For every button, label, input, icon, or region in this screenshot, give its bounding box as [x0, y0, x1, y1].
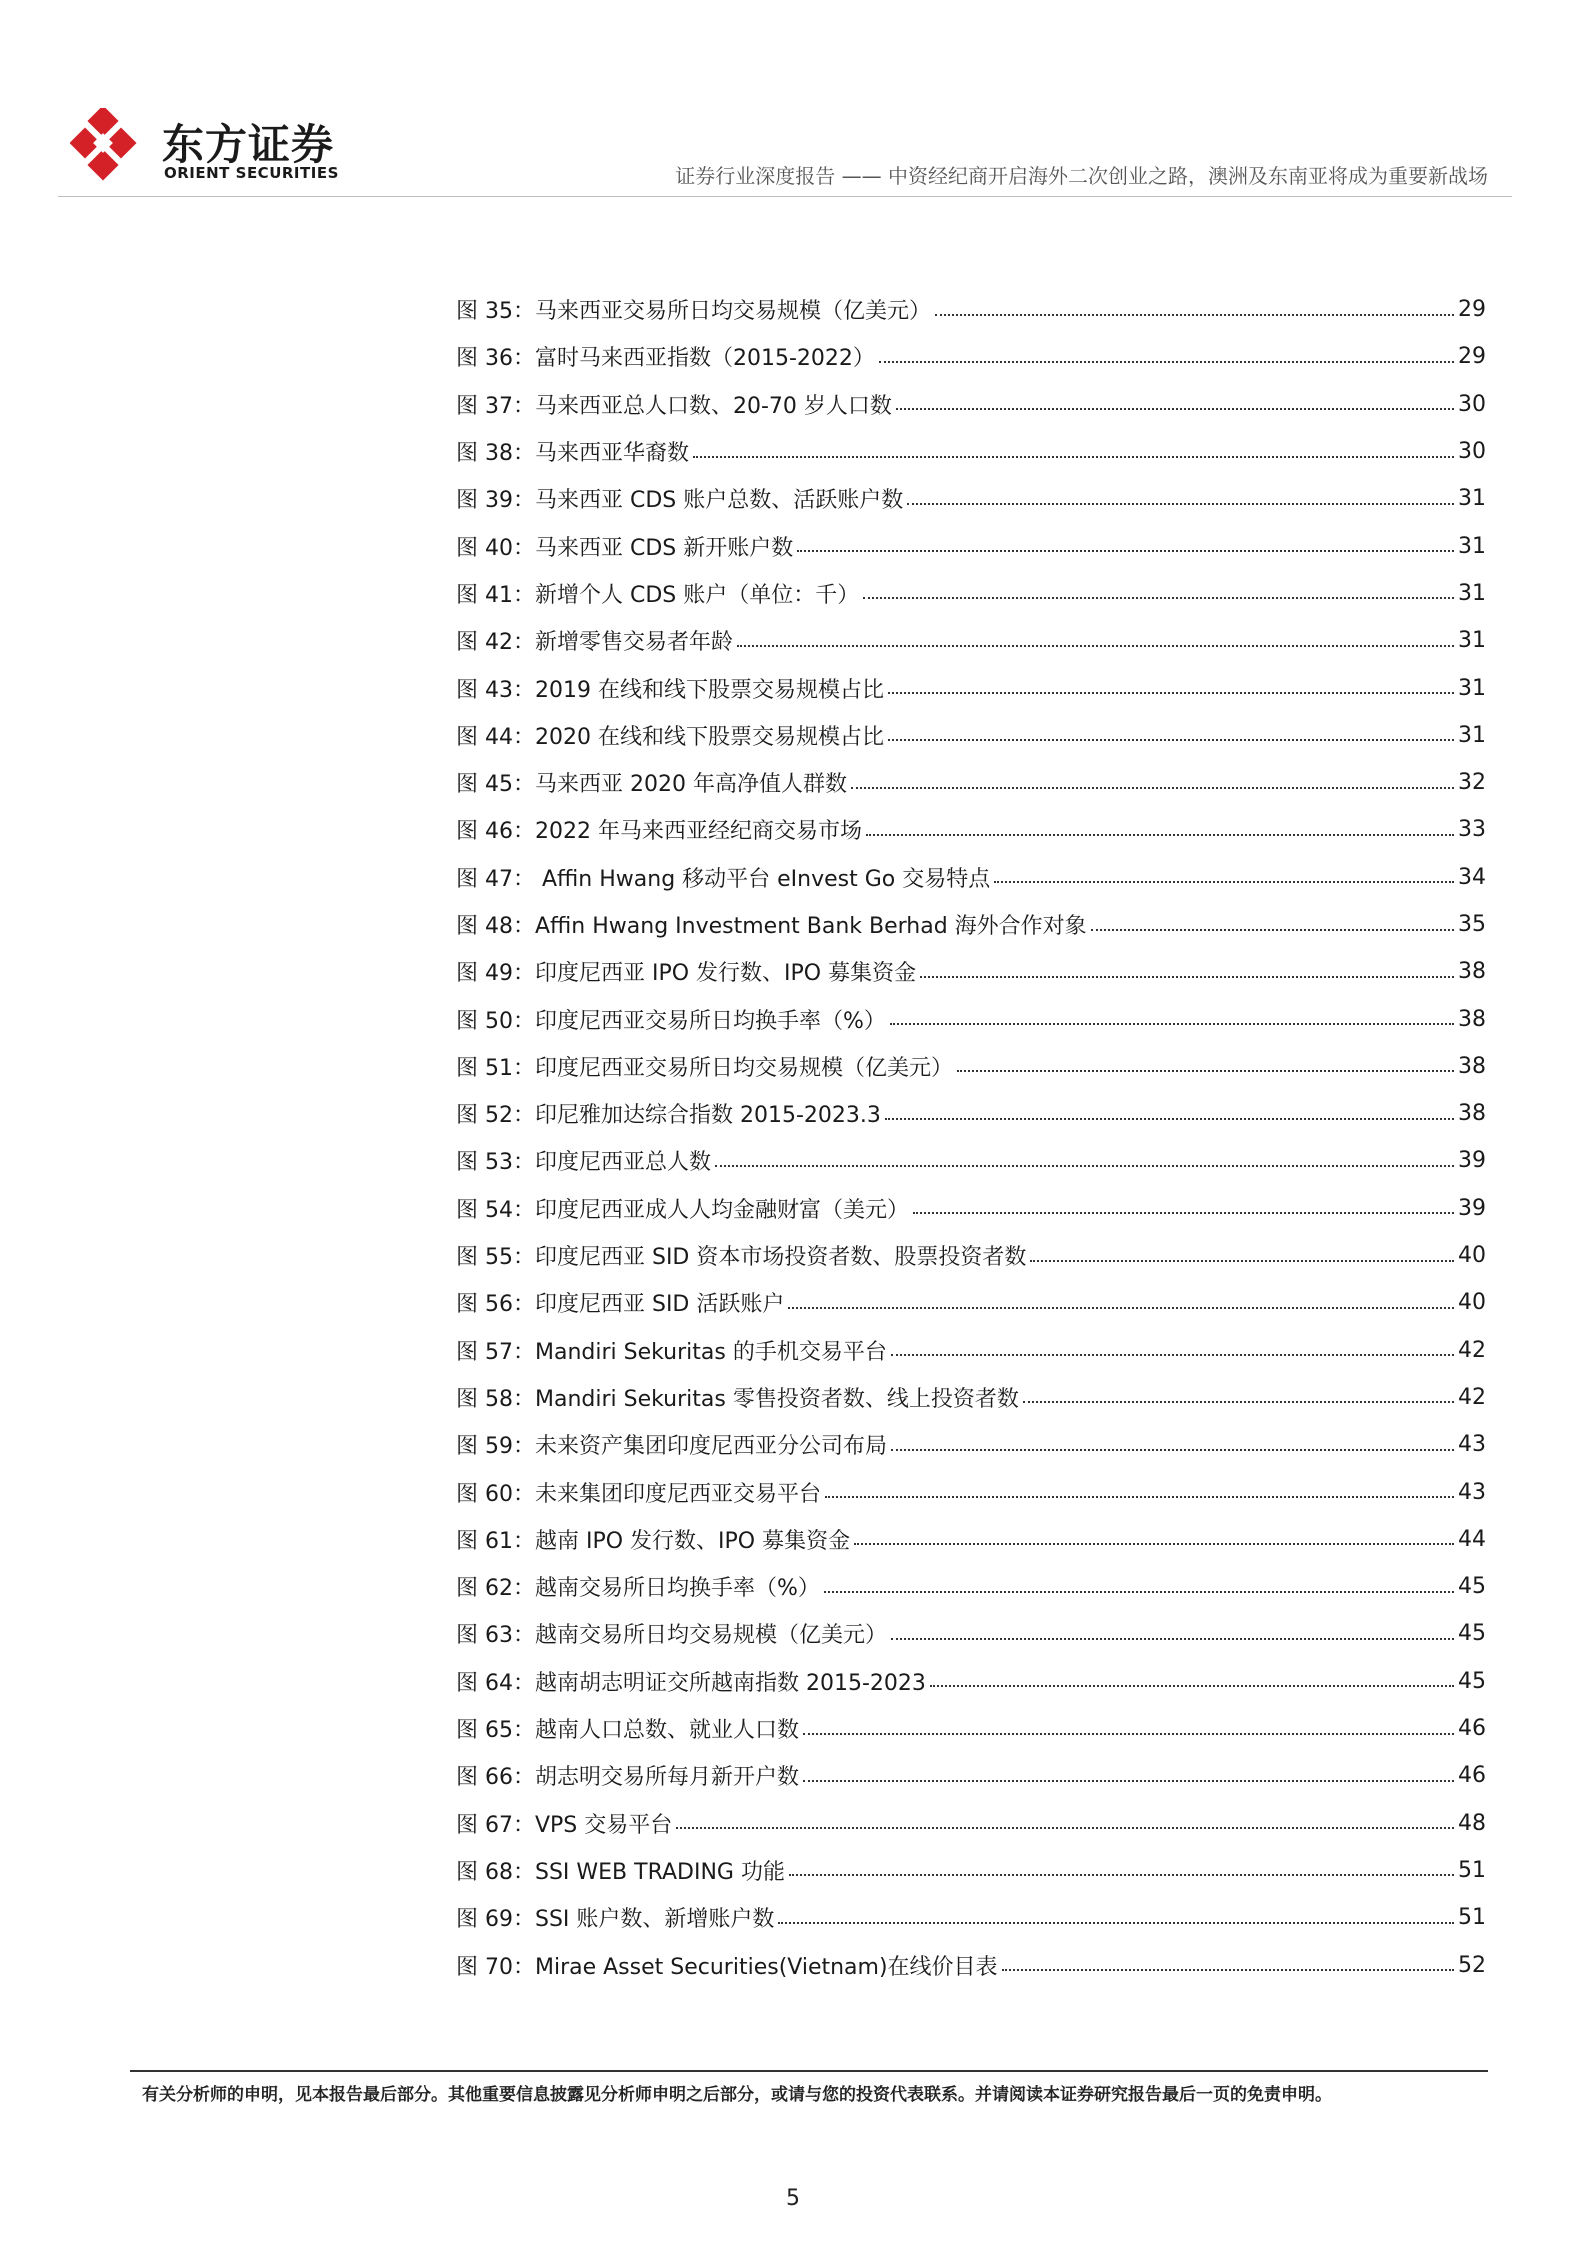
dot-leader	[896, 408, 1454, 410]
toc-entry[interactable]	[456, 995, 1486, 1042]
dot-leader	[879, 361, 1454, 363]
toc-entry-label: 图 61：越南 IPO 发行数、IPO 募集资金	[456, 1528, 851, 1554]
dot-leader	[797, 550, 1454, 552]
toc-entry[interactable]	[456, 901, 1486, 948]
dot-leader	[891, 1354, 1454, 1356]
toc-entry-page: 35	[1458, 912, 1486, 937]
toc-entry-page: 30	[1458, 439, 1486, 465]
toc-entry-label: 图 62：越南交易所日均换手率（%）	[456, 1576, 820, 1602]
dot-leader	[1030, 1260, 1454, 1262]
toc-entry[interactable]	[456, 1327, 1486, 1374]
toc-entry[interactable]	[456, 1468, 1486, 1515]
company-logo	[70, 108, 370, 188]
toc-entry[interactable]	[456, 1705, 1486, 1752]
toc-entry[interactable]	[456, 1090, 1486, 1137]
dot-leader	[803, 1733, 1454, 1735]
toc-entry-label: 图 54：印度尼西亚成人人均金融财富（美元）	[456, 1197, 909, 1223]
toc-entry-label: 图 38：马来西亚华裔数	[456, 441, 689, 467]
toc-entry[interactable]	[456, 854, 1486, 901]
toc-entry-page: 31	[1458, 580, 1486, 606]
toc-entry[interactable]	[456, 1894, 1486, 1941]
toc-entry[interactable]	[456, 1752, 1486, 1799]
toc-entry-page: 39	[1458, 1148, 1486, 1174]
toc-entry-page: 48	[1458, 1810, 1486, 1836]
toc-entry[interactable]	[456, 617, 1486, 664]
toc-entry-page: 52	[1458, 1952, 1486, 1978]
dot-leader	[788, 1307, 1454, 1309]
toc-entry-label: 图 59：未来资产集团印度尼西亚分公司布局	[456, 1434, 887, 1460]
toc-entry-label: 图 35：马来西亚交易所日均交易规模（亿美元）	[456, 299, 931, 325]
toc-entry-page: 29	[1458, 297, 1486, 323]
dot-leader	[789, 1874, 1454, 1876]
dot-leader	[907, 503, 1454, 505]
toc-entry[interactable]	[456, 1563, 1486, 1610]
toc-entry-label: 图 43：2019 在线和线下股票交易规模占比	[456, 677, 884, 703]
toc-entry-label: 图 46：2022 年马来西亚经纪商交易市场	[456, 819, 862, 845]
dot-leader	[913, 1212, 1454, 1214]
toc-entry-page: 45	[1458, 1574, 1486, 1600]
toc-entry[interactable]	[456, 1800, 1486, 1847]
toc-entry[interactable]	[456, 806, 1486, 853]
dot-leader	[920, 976, 1454, 978]
toc-entry-page: 30	[1458, 391, 1486, 417]
toc-entry[interactable]	[456, 1421, 1486, 1468]
header-divider	[58, 196, 1512, 197]
toc-entry-page: 40	[1458, 1243, 1486, 1269]
dot-leader	[1023, 1401, 1454, 1403]
toc-entry-page: 38	[1458, 959, 1486, 985]
toc-entry[interactable]	[456, 948, 1486, 995]
dot-leader	[891, 1449, 1454, 1451]
toc-entry[interactable]	[456, 286, 1486, 333]
toc-entry[interactable]	[456, 759, 1486, 806]
toc-entry-label: 图 60：未来集团印度尼西亚交易平台	[456, 1481, 821, 1507]
dot-leader	[1002, 1969, 1454, 1971]
toc-entry-label: 图 56：印度尼西亚 SID 活跃账户	[456, 1292, 785, 1318]
toc-entry-page: 45	[1458, 1668, 1486, 1694]
toc-entry-label: 图 64：越南胡志明证交所越南指数 2015-2023	[456, 1670, 926, 1696]
dot-leader	[825, 1496, 1454, 1498]
toc-entry[interactable]	[456, 428, 1486, 475]
logo-english-name: ORIENT SECURITIES	[164, 164, 339, 182]
toc-entry-label: 图 40：马来西亚 CDS 新开账户数	[456, 535, 794, 561]
dot-leader	[778, 1922, 1454, 1924]
toc-entry[interactable]	[456, 381, 1486, 428]
dot-leader	[885, 1118, 1454, 1120]
toc-entry-label: 图 49：印度尼西亚 IPO 发行数、IPO 募集资金	[456, 961, 917, 987]
report-title: 证券行业深度报告 —— 中资经纪商开启海外二次创业之路，澳洲及东南亚将成为重要新战场	[675, 164, 1488, 188]
toc-entry-page: 43	[1458, 1432, 1486, 1458]
toc-entry-label: 图 47： Affin Hwang 移动平台 eInvest Go 交易特点	[456, 866, 991, 892]
disclaimer-text: 有关分析师的申明，见本报告最后部分。其他重要信息披露见分析师申明之后部分，或请与您的投资代表联系。并请阅读本证券研究报告最后一页的免责申明。	[142, 2085, 1332, 2105]
toc-entry-page: 51	[1458, 1905, 1486, 1931]
toc-entry-page: 31	[1458, 722, 1486, 748]
toc-entry[interactable]	[456, 1279, 1486, 1326]
toc-entry-page: 46	[1458, 1763, 1486, 1789]
toc-entry[interactable]	[456, 1374, 1486, 1421]
toc-entry[interactable]	[456, 1185, 1486, 1232]
dot-leader	[930, 1685, 1454, 1687]
page-number: 5	[786, 2186, 800, 2211]
toc-entry-label: 图 66：胡志明交易所每月新开户数	[456, 1765, 799, 1791]
toc-entry[interactable]	[456, 1941, 1486, 1988]
dot-leader	[888, 692, 1454, 694]
toc-entry[interactable]	[456, 1658, 1486, 1705]
dot-leader	[863, 597, 1454, 599]
toc-entry[interactable]	[456, 1232, 1486, 1279]
dot-leader	[890, 1023, 1454, 1025]
toc-entry[interactable]	[456, 1137, 1486, 1184]
toc-entry-page: 29	[1458, 344, 1486, 370]
orient-securities-logo-icon	[70, 108, 150, 188]
toc-entry-label: 图 42：新增零售交易者年龄	[456, 630, 733, 656]
dot-leader	[891, 1638, 1454, 1640]
toc-entry[interactable]	[456, 475, 1486, 522]
footer-divider	[130, 2070, 1488, 2072]
dot-leader	[824, 1591, 1454, 1593]
toc-entry-page: 44	[1458, 1526, 1486, 1552]
toc-entry-label: 图 36：富时马来西亚指数（2015-2022）	[456, 346, 875, 372]
dot-leader	[1091, 929, 1454, 931]
toc-entry-page: 51	[1458, 1857, 1486, 1883]
dot-leader	[676, 1827, 1454, 1829]
toc-entry[interactable]	[456, 333, 1486, 380]
dot-leader	[994, 881, 1454, 883]
toc-entry-page: 31	[1458, 675, 1486, 701]
toc-entry-label: 图 55：印度尼西亚 SID 资本市场投资者数、股票投资者数	[456, 1245, 1027, 1271]
dot-leader	[693, 456, 1454, 458]
toc-entry[interactable]	[456, 1610, 1486, 1657]
toc-entry-label: 图 70：Mirae Asset Securities(Vietnam)在线价目表	[456, 1954, 998, 1980]
toc-entry-label: 图 58：Mandiri Sekuritas 零售投资者数、线上投资者数	[456, 1386, 1019, 1412]
toc-entry-page: 45	[1458, 1621, 1486, 1647]
dot-leader	[888, 739, 1454, 741]
toc-entry-label: 图 51：印度尼西亚交易所日均交易规模（亿美元）	[456, 1055, 953, 1081]
toc-entry[interactable]	[456, 664, 1486, 711]
toc-entry-label: 图 52：印尼雅加达综合指数 2015-2023.3	[456, 1103, 881, 1129]
toc-entry-page: 38	[1458, 1053, 1486, 1079]
toc-entry-page: 42	[1458, 1337, 1486, 1363]
toc-entry-page: 38	[1458, 1006, 1486, 1032]
logo-chinese-name: 东方证券	[162, 120, 335, 169]
toc-entry-page: 43	[1458, 1479, 1486, 1505]
toc-entry-page: 31	[1458, 628, 1486, 654]
toc-entry-page: 34	[1458, 864, 1486, 890]
dot-leader	[957, 1070, 1454, 1072]
figure-list	[456, 286, 1486, 1989]
toc-entry-page: 31	[1458, 486, 1486, 512]
toc-entry[interactable]	[456, 570, 1486, 617]
toc-entry-page: 46	[1458, 1716, 1486, 1742]
toc-entry-label: 图 50：印度尼西亚交易所日均换手率（%）	[456, 1008, 886, 1034]
toc-entry[interactable]	[456, 522, 1486, 569]
dot-leader	[803, 1780, 1454, 1782]
toc-entry-label: 图 48：Affin Hwang Investment Bank Berhad 海外合作对象	[456, 914, 1087, 939]
toc-entry-label: 图 39：马来西亚 CDS 账户总数、活跃账户数	[456, 488, 904, 514]
toc-entry-page: 42	[1458, 1384, 1486, 1410]
toc-entry-page: 33	[1458, 817, 1486, 843]
dot-leader	[737, 645, 1454, 647]
toc-entry-label: 图 68：SSI WEB TRADING 功能	[456, 1859, 785, 1885]
toc-entry[interactable]	[456, 1043, 1486, 1090]
toc-entry-label: 图 41：新增个人 CDS 账户（单位：千）	[456, 582, 860, 608]
toc-entry-page: 38	[1458, 1101, 1486, 1127]
toc-entry[interactable]	[456, 1516, 1486, 1563]
toc-entry-page: 39	[1458, 1195, 1486, 1221]
toc-entry-page: 31	[1458, 533, 1486, 559]
toc-entry-label: 图 65：越南人口总数、就业人口数	[456, 1718, 799, 1744]
dot-leader	[854, 1543, 1454, 1545]
toc-entry-label: 图 45：马来西亚 2020 年高净值人群数	[456, 772, 847, 798]
toc-entry[interactable]	[456, 1847, 1486, 1894]
dot-leader	[935, 314, 1454, 316]
toc-entry-label: 图 67：VPS 交易平台	[456, 1812, 673, 1838]
dot-leader	[866, 834, 1454, 836]
toc-entry-page: 32	[1458, 770, 1486, 796]
toc-entry-label: 图 63：越南交易所日均交易规模（亿美元）	[456, 1623, 887, 1649]
toc-entry-page: 40	[1458, 1290, 1486, 1316]
toc-entry-label: 图 44：2020 在线和线下股票交易规模占比	[456, 724, 884, 750]
toc-entry-label: 图 53：印度尼西亚总人数	[456, 1150, 711, 1176]
toc-entry[interactable]	[456, 712, 1486, 759]
toc-entry-label: 图 37：马来西亚总人口数、20-70 岁人口数	[456, 393, 892, 419]
toc-entry-label: 图 69：SSI 账户数、新增账户数	[456, 1907, 775, 1933]
toc-entry-label: 图 57：Mandiri Sekuritas 的手机交易平台	[456, 1339, 887, 1365]
dot-leader	[715, 1165, 1454, 1167]
dot-leader	[851, 787, 1454, 789]
